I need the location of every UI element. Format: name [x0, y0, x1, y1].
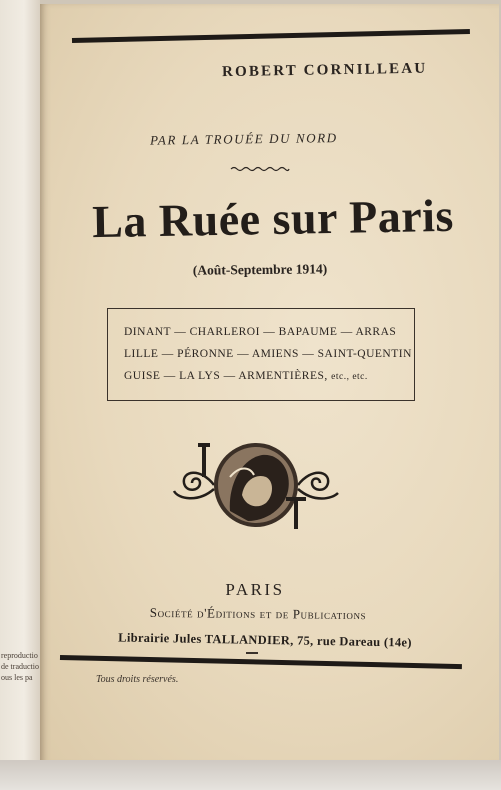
rights-notice: Tous droits réservés.	[96, 674, 179, 685]
publisher-name: Société d'Éditions et de Publications	[149, 604, 367, 623]
left-facing-page	[0, 0, 40, 790]
publisher-monogram-emblem-icon	[170, 437, 342, 533]
places-line-3-text: GUISE — LA LYS — ARMENTIÈRES,	[124, 370, 328, 382]
short-dash	[246, 652, 258, 654]
book-title: La Ruée sur Paris	[91, 189, 455, 248]
date-range: (Août-Septembre 1914)	[192, 261, 328, 278]
left-page-line: de traductio	[1, 662, 39, 671]
left-page-line: reproductio	[1, 651, 38, 660]
publication-city: PARIS	[225, 580, 285, 599]
places-line-3	[124, 370, 402, 382]
surface-below-book	[0, 760, 501, 790]
bookseller-address: Librairie Jules TALLANDIER, 75, rue Dareau (14e)	[118, 630, 412, 650]
author-name: ROBERT CORNILLEAU	[221, 60, 428, 81]
places-line-2: LILLE — PÉRONNE — AMIENS — SAINT-QUENTIN	[124, 348, 412, 360]
subtitle: PAR LA TROUÉE DU NORD	[149, 130, 338, 148]
places-etc: etc., etc.	[331, 372, 368, 382]
ornament-squiggle-icon	[230, 166, 290, 172]
left-page-line: ous les pa	[1, 673, 33, 682]
places-box	[107, 308, 415, 401]
left-page-text	[1, 650, 39, 683]
places-line-1: DINANT — CHARLEROI — BAPAUME — ARRAS	[124, 326, 397, 338]
